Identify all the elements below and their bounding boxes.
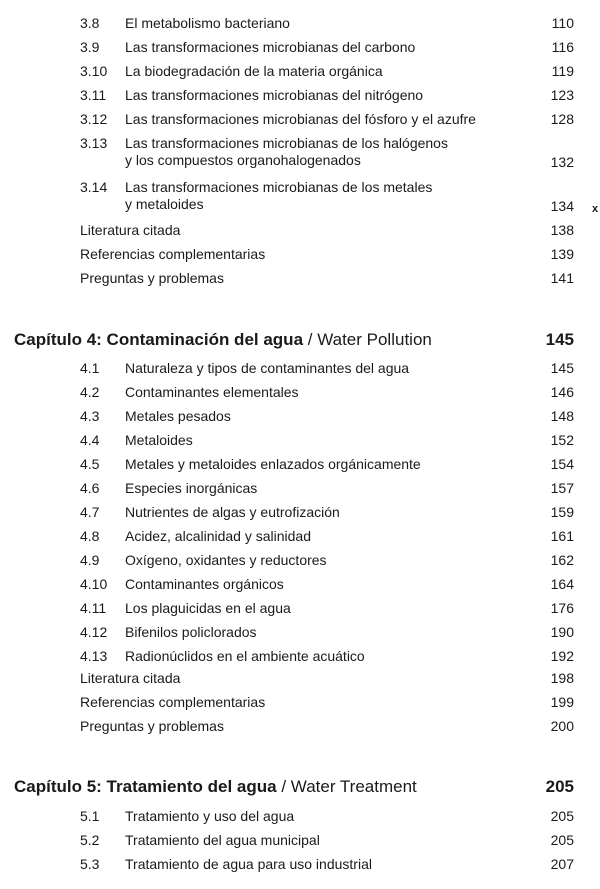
- chapter-heading: [14, 777, 574, 797]
- entry-title: Metales y metaloides enlazados orgánicamente: [125, 456, 421, 472]
- entry-title: Los plaguicidas en el agua: [125, 600, 291, 616]
- entry-page: 161: [550, 528, 574, 544]
- entry-title: Metales pesados: [125, 408, 231, 424]
- entry-title: Contaminantes orgánicos: [125, 576, 284, 592]
- toc-entry: [80, 808, 574, 825]
- entry-title: Nutrientes de algas y eutrofización: [125, 504, 340, 520]
- entry-number: 5.1: [80, 808, 100, 824]
- entry-title: Preguntas y problemas: [80, 718, 224, 734]
- entry-page: 152: [550, 432, 574, 448]
- entry-page: 162: [550, 552, 574, 568]
- entry-title: Referencias complementarias: [80, 694, 266, 710]
- entry-number: 3.8: [80, 15, 100, 31]
- entry-page: 199: [550, 694, 574, 710]
- entry-page: 146: [550, 384, 574, 400]
- entry-page: 148: [550, 408, 574, 424]
- entry-page: 154: [550, 456, 574, 472]
- toc-entry: [80, 179, 574, 215]
- entry-page: 200: [550, 718, 574, 734]
- entry-page: 205: [550, 832, 574, 848]
- entry-page: 123: [550, 87, 574, 103]
- toc-entry: [80, 552, 574, 569]
- entry-number: 4.13: [80, 648, 108, 664]
- entry-title: La biodegradación de la materia orgánica: [125, 63, 383, 79]
- chapter-title: Capítulo 4: Contaminación del agua / Water Pollution: [14, 330, 432, 349]
- entry-title: Metaloides: [125, 432, 193, 448]
- entry-title: Tratamiento del agua municipal: [125, 832, 320, 848]
- toc-entry: [80, 856, 574, 873]
- entry-number: 4.4: [80, 432, 100, 448]
- entry-title: Contaminantes elementales: [125, 384, 299, 400]
- entry-number: 3.12: [80, 111, 108, 127]
- entry-title: Especies inorgánicas: [125, 480, 258, 496]
- entry-number: 4.10: [80, 576, 108, 592]
- entry-number: 4.3: [80, 408, 100, 424]
- entry-title: Literatura citada: [80, 222, 181, 238]
- entry-title: El metabolismo bacteriano: [125, 15, 290, 31]
- toc-back-matter: [80, 718, 574, 735]
- toc-entry: [80, 456, 574, 473]
- toc-entry: [80, 480, 574, 497]
- entry-number: 4.11: [80, 600, 107, 616]
- entry-page: 176: [550, 600, 574, 616]
- entry-number: 3.14: [80, 179, 108, 195]
- chapter-page: 145: [545, 330, 574, 349]
- chapter-heading: [14, 330, 574, 350]
- margin-mark: x: [592, 203, 599, 215]
- entry-title: Las transformaciones microbianas de los metales y metaloides: [125, 179, 433, 212]
- entry-page: 190: [550, 624, 574, 640]
- entry-number: 5.3: [80, 856, 100, 872]
- entry-number: 4.8: [80, 528, 100, 544]
- entry-page: 128: [550, 111, 574, 127]
- toc-entry: [80, 832, 574, 849]
- entry-page: 134: [550, 198, 574, 214]
- toc-entry: [80, 111, 574, 128]
- entry-title: Oxígeno, oxidantes y reductores: [125, 552, 327, 568]
- toc-entry: [80, 624, 574, 641]
- entry-page: 164: [550, 576, 574, 592]
- entry-number: 4.2: [80, 384, 100, 400]
- entry-title: Literatura citada: [80, 670, 181, 686]
- toc-entry: [80, 528, 574, 545]
- entry-title: Naturaleza y tipos de contaminantes del agua: [125, 360, 410, 376]
- entry-title: Preguntas y problemas: [80, 270, 224, 286]
- entry-number: 3.11: [80, 87, 107, 103]
- entry-page: 139: [550, 246, 574, 262]
- entry-number: 3.13: [80, 135, 108, 151]
- entry-title: Referencias complementarias: [80, 246, 266, 262]
- toc-entry: [80, 648, 574, 665]
- toc-entry: [80, 87, 574, 104]
- entry-title: Las transformaciones microbianas del nitrógeno: [125, 87, 424, 103]
- entry-title: Acidez, alcalinidad y salinidad: [125, 528, 311, 544]
- entry-number: 4.12: [80, 624, 108, 640]
- toc-entry: [80, 135, 574, 171]
- entry-number: 4.6: [80, 480, 100, 496]
- entry-title: Las transformaciones microbianas del fósforo y el azufre: [125, 111, 476, 127]
- entry-page: 116: [551, 39, 574, 55]
- entry-page: 207: [550, 856, 574, 872]
- entry-page: 110: [551, 15, 574, 31]
- entry-number: 3.9: [80, 39, 100, 55]
- toc-entry: [80, 384, 574, 401]
- toc-back-matter: [80, 670, 574, 687]
- entry-page: 205: [550, 808, 574, 824]
- toc-entry: [80, 360, 574, 377]
- entry-title: Tratamiento y uso del agua: [125, 808, 295, 824]
- entry-title: Radionúclidos en el ambiente acuático: [125, 648, 365, 664]
- entry-page: 141: [550, 270, 574, 286]
- toc-entry: [80, 39, 574, 56]
- toc-entry: [80, 576, 574, 593]
- entry-number: 4.5: [80, 456, 100, 472]
- entry-page: 157: [550, 480, 574, 496]
- toc-entry: [80, 600, 574, 617]
- toc-entry: [80, 15, 574, 32]
- entry-page: 192: [550, 648, 574, 664]
- entry-number: 4.7: [80, 504, 100, 520]
- entry-page: 119: [551, 63, 574, 79]
- toc-entry: [80, 432, 574, 449]
- toc-entry: [80, 504, 574, 521]
- toc-back-matter: [80, 246, 574, 263]
- entry-number: 5.2: [80, 832, 100, 848]
- entry-number: 4.1: [80, 360, 100, 376]
- toc-back-matter: [80, 270, 574, 287]
- entry-page: 138: [550, 222, 574, 238]
- entry-title: Las transformaciones microbianas de los halógenos y los compuestos organohalogenados: [125, 135, 448, 168]
- chapter-page: 205: [545, 777, 574, 796]
- entry-page: 198: [550, 670, 574, 686]
- toc-back-matter: [80, 694, 574, 711]
- toc-entry: [80, 63, 574, 80]
- entry-number: 4.9: [80, 552, 100, 568]
- entry-title: Tratamiento de agua para uso industrial: [125, 856, 372, 872]
- toc-back-matter: [80, 222, 574, 239]
- entry-page: 159: [550, 504, 574, 520]
- entry-title: Bifenilos policlorados: [125, 624, 257, 640]
- toc-entry: [80, 408, 574, 425]
- entry-number: 3.10: [80, 63, 108, 79]
- entry-title: Las transformaciones microbianas del carbono: [125, 39, 416, 55]
- entry-page: 132: [550, 154, 574, 170]
- chapter-title: Capítulo 5: Tratamiento del agua / Water Treatment: [14, 777, 417, 796]
- entry-page: 145: [550, 360, 574, 376]
